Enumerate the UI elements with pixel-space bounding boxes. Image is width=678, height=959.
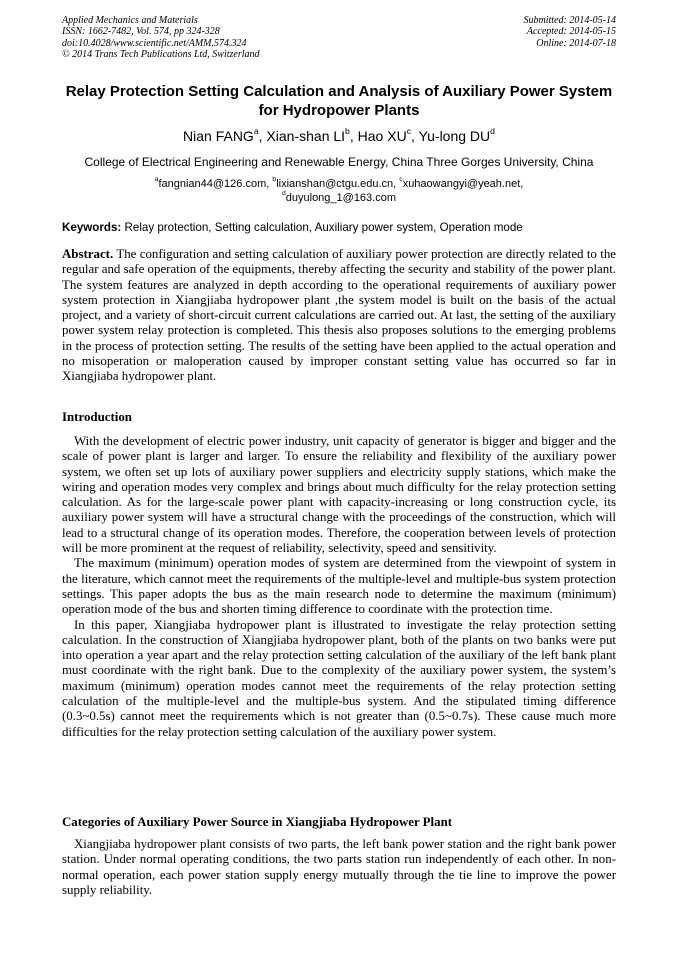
submission-dates [524,15,617,49]
keywords-text: Relay protection, Setting calculation, Auxiliary power system, Operation mode [121,221,523,234]
paper-title: Relay Protection Setting Calculation and Analysis of Auxiliary Power System for Hydropower Plants [65,83,613,119]
journal-issn: ISSN: 1662-7482, Vol. 574, pp 324-328 [62,26,220,38]
journal-copyright: © 2014 Trans Tech Publications Ltd, Switzerland [62,48,260,60]
email: $^d$duyulong_1@163.com [281,190,397,204]
author: Xian-shan $LI^b$, [266,126,358,144]
accepted-date: Accepted: 2014-05-15 [526,26,616,38]
email: $^c$xuhaowangyi@yeah.net, [399,176,524,190]
abstract-text: The configuration and setting calculation of auxiliary power protection are directly related to the regular and safe operation of the equipments, thereby affecting the security and stability of the power plant. The system features are analyzed in depth according to the operational requirements of auxiliary power system protection in Xiangjiaba hydropower plant ,the system model is built on the basis of the actual project, and a variety of short-circuit current calculations are carried out. At last, the setting of the auxiliary power system relay protection is completed. This thesis also proposes solutions to the emerging problems in the process of protection setting. The results of the setting have been applied to the actual operation and no misoperation or maloperation caused by improper constant setting value has occurred so far in Xiangjiaba hydropower plant. [62,247,616,384]
author: Hao $XU^c$, [357,126,419,144]
author: Nian FANG$^a$, [183,126,267,144]
paragraph: The maximum (minimum) operation modes of system are determined from the viewpoint of system in the literature, which cannot meet the requirements of the multiple-level and multiple-bus system protection settings. This paper adopts the bus as the main research node to determine the maximum (minimum) operation mode of the bus and shorten timing difference to coordinate with the protection time. [62,556,616,617]
email: $^b$lixianshan@ctgu.edu.cn, [272,176,400,190]
author: Yu-long $DU^d$ [418,126,495,144]
abstract [62,247,616,385]
paragraph: Xiangjiaba hydropower plant consists of two parts, the left bank power station and the right bank power station. Under normal operating conditions, the two parts station run independently of each other. In non-normal operation, each power station supply energy mutually through the tie line to improve the power supply reliability. [62,837,616,897]
journal-info [62,15,260,60]
categories-body [62,837,616,898]
paragraph: With the development of electric power industry, unit capacity of generator is bigger and bigger and the scale of power plant is larger and larger. To ensure the reliability and flexibility of the auxiliary power system, we often set up lots of auxiliary power suppliers and electricity supply stations, which make the wiring and operation modes very complex and brings about much difficulty for the relay protection setting calculation. As for the large-scale power plant with capacity-increasing or long construction cycle, its auxiliary power system will have a structural change with the proceedings of the construction, which will lead to a structural change of its operation modes. Therefore, the cooperation between levels of protection will be more prominent at the request of reliability, selectivity, speed and sensitivity. [62,434,616,556]
keywords-label: Keywords: [62,221,122,234]
email: $^a$fangnian44@126.com, [154,176,273,190]
online-date: Online: 2014-07-18 [536,37,616,49]
section-heading-introduction: Introduction [62,410,132,424]
paragraph: In this paper, Xiangjiaba hydropower plant is illustrated to investigate the relay protection setting calculation. In the construction of Xiangjiaba hydropower plant, both of the plants on two banks were put into operation a year apart and the relay protection setting calculation of the auxiliary of the left bank plant must coordinate with the right bank. Due to the complexity of the auxiliary power system, the system’s maximum (minimum) operation modes cannot meet the requirements of the relay protection setting calculation of the multiple-level and the multiple-bus system. And the stipulated timing difference (0.3~0.5s) cannot meet the requirements which is not greater than (0.5~0.7s). These cause much more difficulties for the relay protection setting calculation of the auxiliary power system. [62,617,616,739]
email-list [62,177,616,205]
introduction-body [62,434,616,740]
author-list [62,128,616,145]
journal-doi: doi:10.4028/www.scientific.net/AMM.574.324 [62,37,247,49]
abstract-label: Abstract. [62,247,114,261]
keywords [62,220,616,235]
affiliation: College of Electrical Engineering and Renewable Energy, China Three Gorges University, China [84,155,594,169]
journal-name: Applied Mechanics and Materials [62,15,198,26]
section-heading-categories: Categories of Auxiliary Power Source in Xiangjiaba Hydropower Plant [62,815,453,829]
submitted-date: Submitted: 2014-05-14 [523,15,616,26]
